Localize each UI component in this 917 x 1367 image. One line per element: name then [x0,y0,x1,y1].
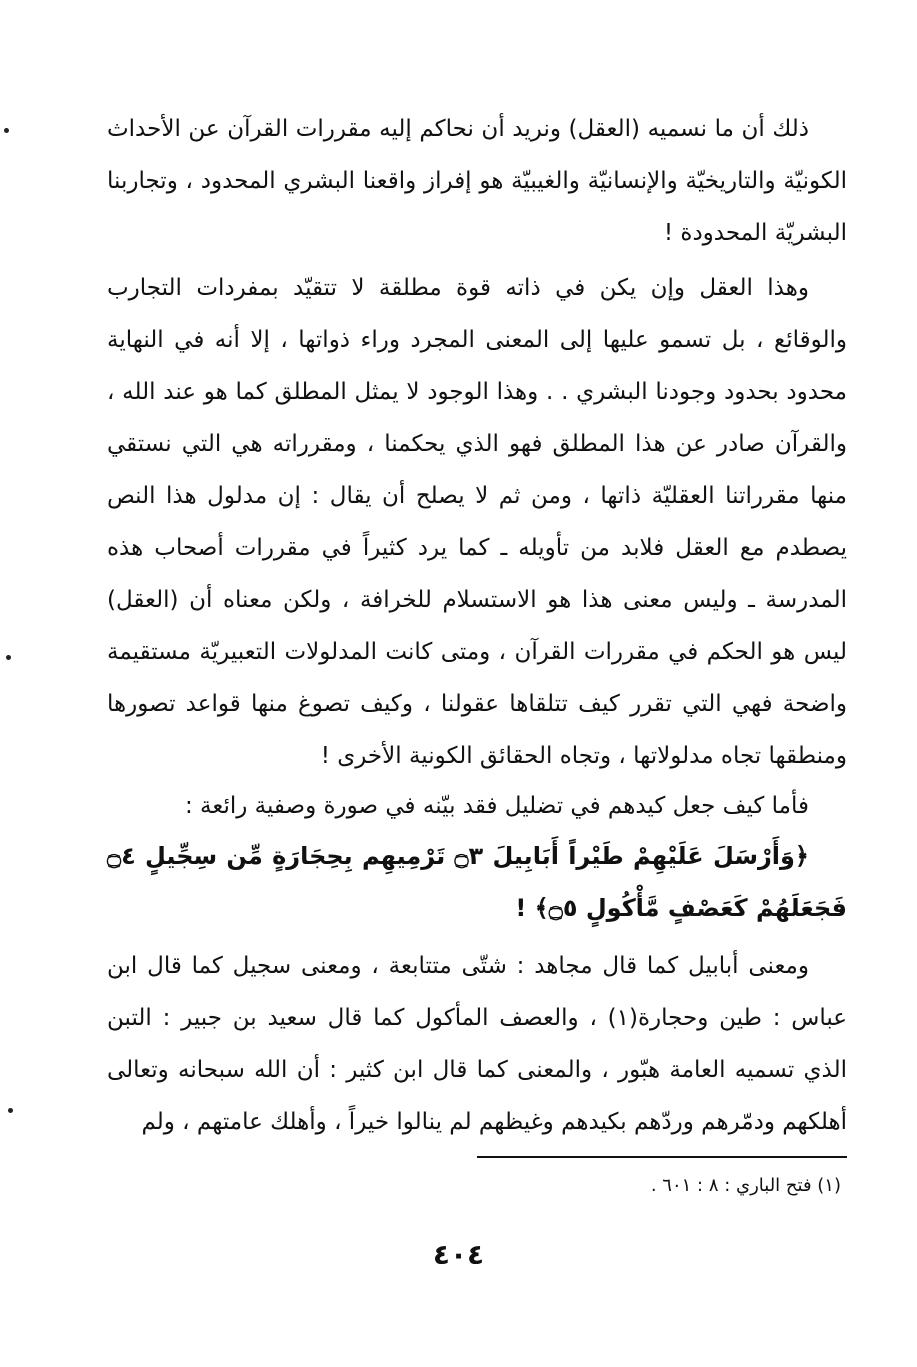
page-number: ٤٠٤ [432,1238,485,1271]
paragraph-2 [107,262,847,782]
footnote-divider [477,1156,847,1158]
paragraph-1 [107,103,847,259]
paragraph-4-text: ومعنى أبابيل كما قال مجاهد : شتّى متتابعة ، ومعنى سجيل كما قال ابن عباس : طين وحجارة(١) ، والعصف المأكول كما قال سعيد بن جبير : التبن الذي تسميه العامة هبّور ، والمعنى كما قال ابن كثير : أن الله سبحانه وتعالى أهلكهم ودمّرهم وردّهم بكيدهم وغيظهم لم ينالوا خيراً ، وأهلك عامتهم ، ولم [107,953,847,1135]
margin-speck [6,655,11,660]
margin-speck [8,1108,13,1113]
quran-verse-text: ﴿وَأَرْسَلَ عَلَيْهِمْ طَيْراً أَبَابِيلَ ۝٣ تَرْمِيهِم بِحِجَارَةٍ مِّن سِجِّيلٍ ۝٤ فَجَعَلَهُمْ كَعَصْفٍ مَّأْكُولٍ ۝٥﴾ ! [107,842,847,922]
paragraph-1-text: ذلك أن ما نسميه (العقل) ونريد أن نحاكم إليه مقررات القرآن عن الأحداث الكونيّة والتاريخيّة والإنسانيّة والغيبيّة هو إفراز واقعنا البشري المحدود ، وتجاربنا البشريّة المحدودة ! [107,116,847,246]
paragraph-3 [107,780,847,832]
paragraph-2-text: وهذا العقل وإن يكن في ذاته قوة مطلقة لا تتقيّد بمفردات التجارب والوقائع ، بل تسمو عليها إلى المعنى المجرد وراء ذواتها ، إلا أنه في النهاية محدود بحدود وجودنا البشري . . وهذا الوجود لا يمثل المطلق كما هو عند الله ، والقرآن صادر عن هذا المطلق فهو الذي يحكمنا ، ومقرراته هي التي نستقي منها مقرراتنا العقليّة ذاتها ، ومن ثم لا يصلح أن يقال : إن مدلول هذا النص يصطدم مع العقل فلابد من تأويله ـ كما يرد كثيراً في مقررات أصحاب هذه المدرسة ـ وليس معنى هذا هو الاستسلام للخرافة ، ولكن معناه أن (العقل) ليس هو الحكم في مقررات القرآن ، ومتى كانت المدلولات التعبيريّة مستقيمة واضحة فهي التي تقرر كيف تتلقاها عقولنا ، وكيف تصوغ منها قواعد تصورها ومنطقها تجاه مدلولاتها ، وتجاه الحقائق الكونية الأخرى ! [107,275,847,769]
paragraph-4 [107,940,847,1148]
paragraph-3-text: فأما كيف جعل كيدهم في تضليل فقد بيّنه في صورة وصفية رائعة : [184,793,809,819]
margin-speck [4,128,9,133]
quran-verse [107,830,847,934]
footnote: (١) فتح الباري : ٨ : ٦٠١ . [650,1175,841,1196]
